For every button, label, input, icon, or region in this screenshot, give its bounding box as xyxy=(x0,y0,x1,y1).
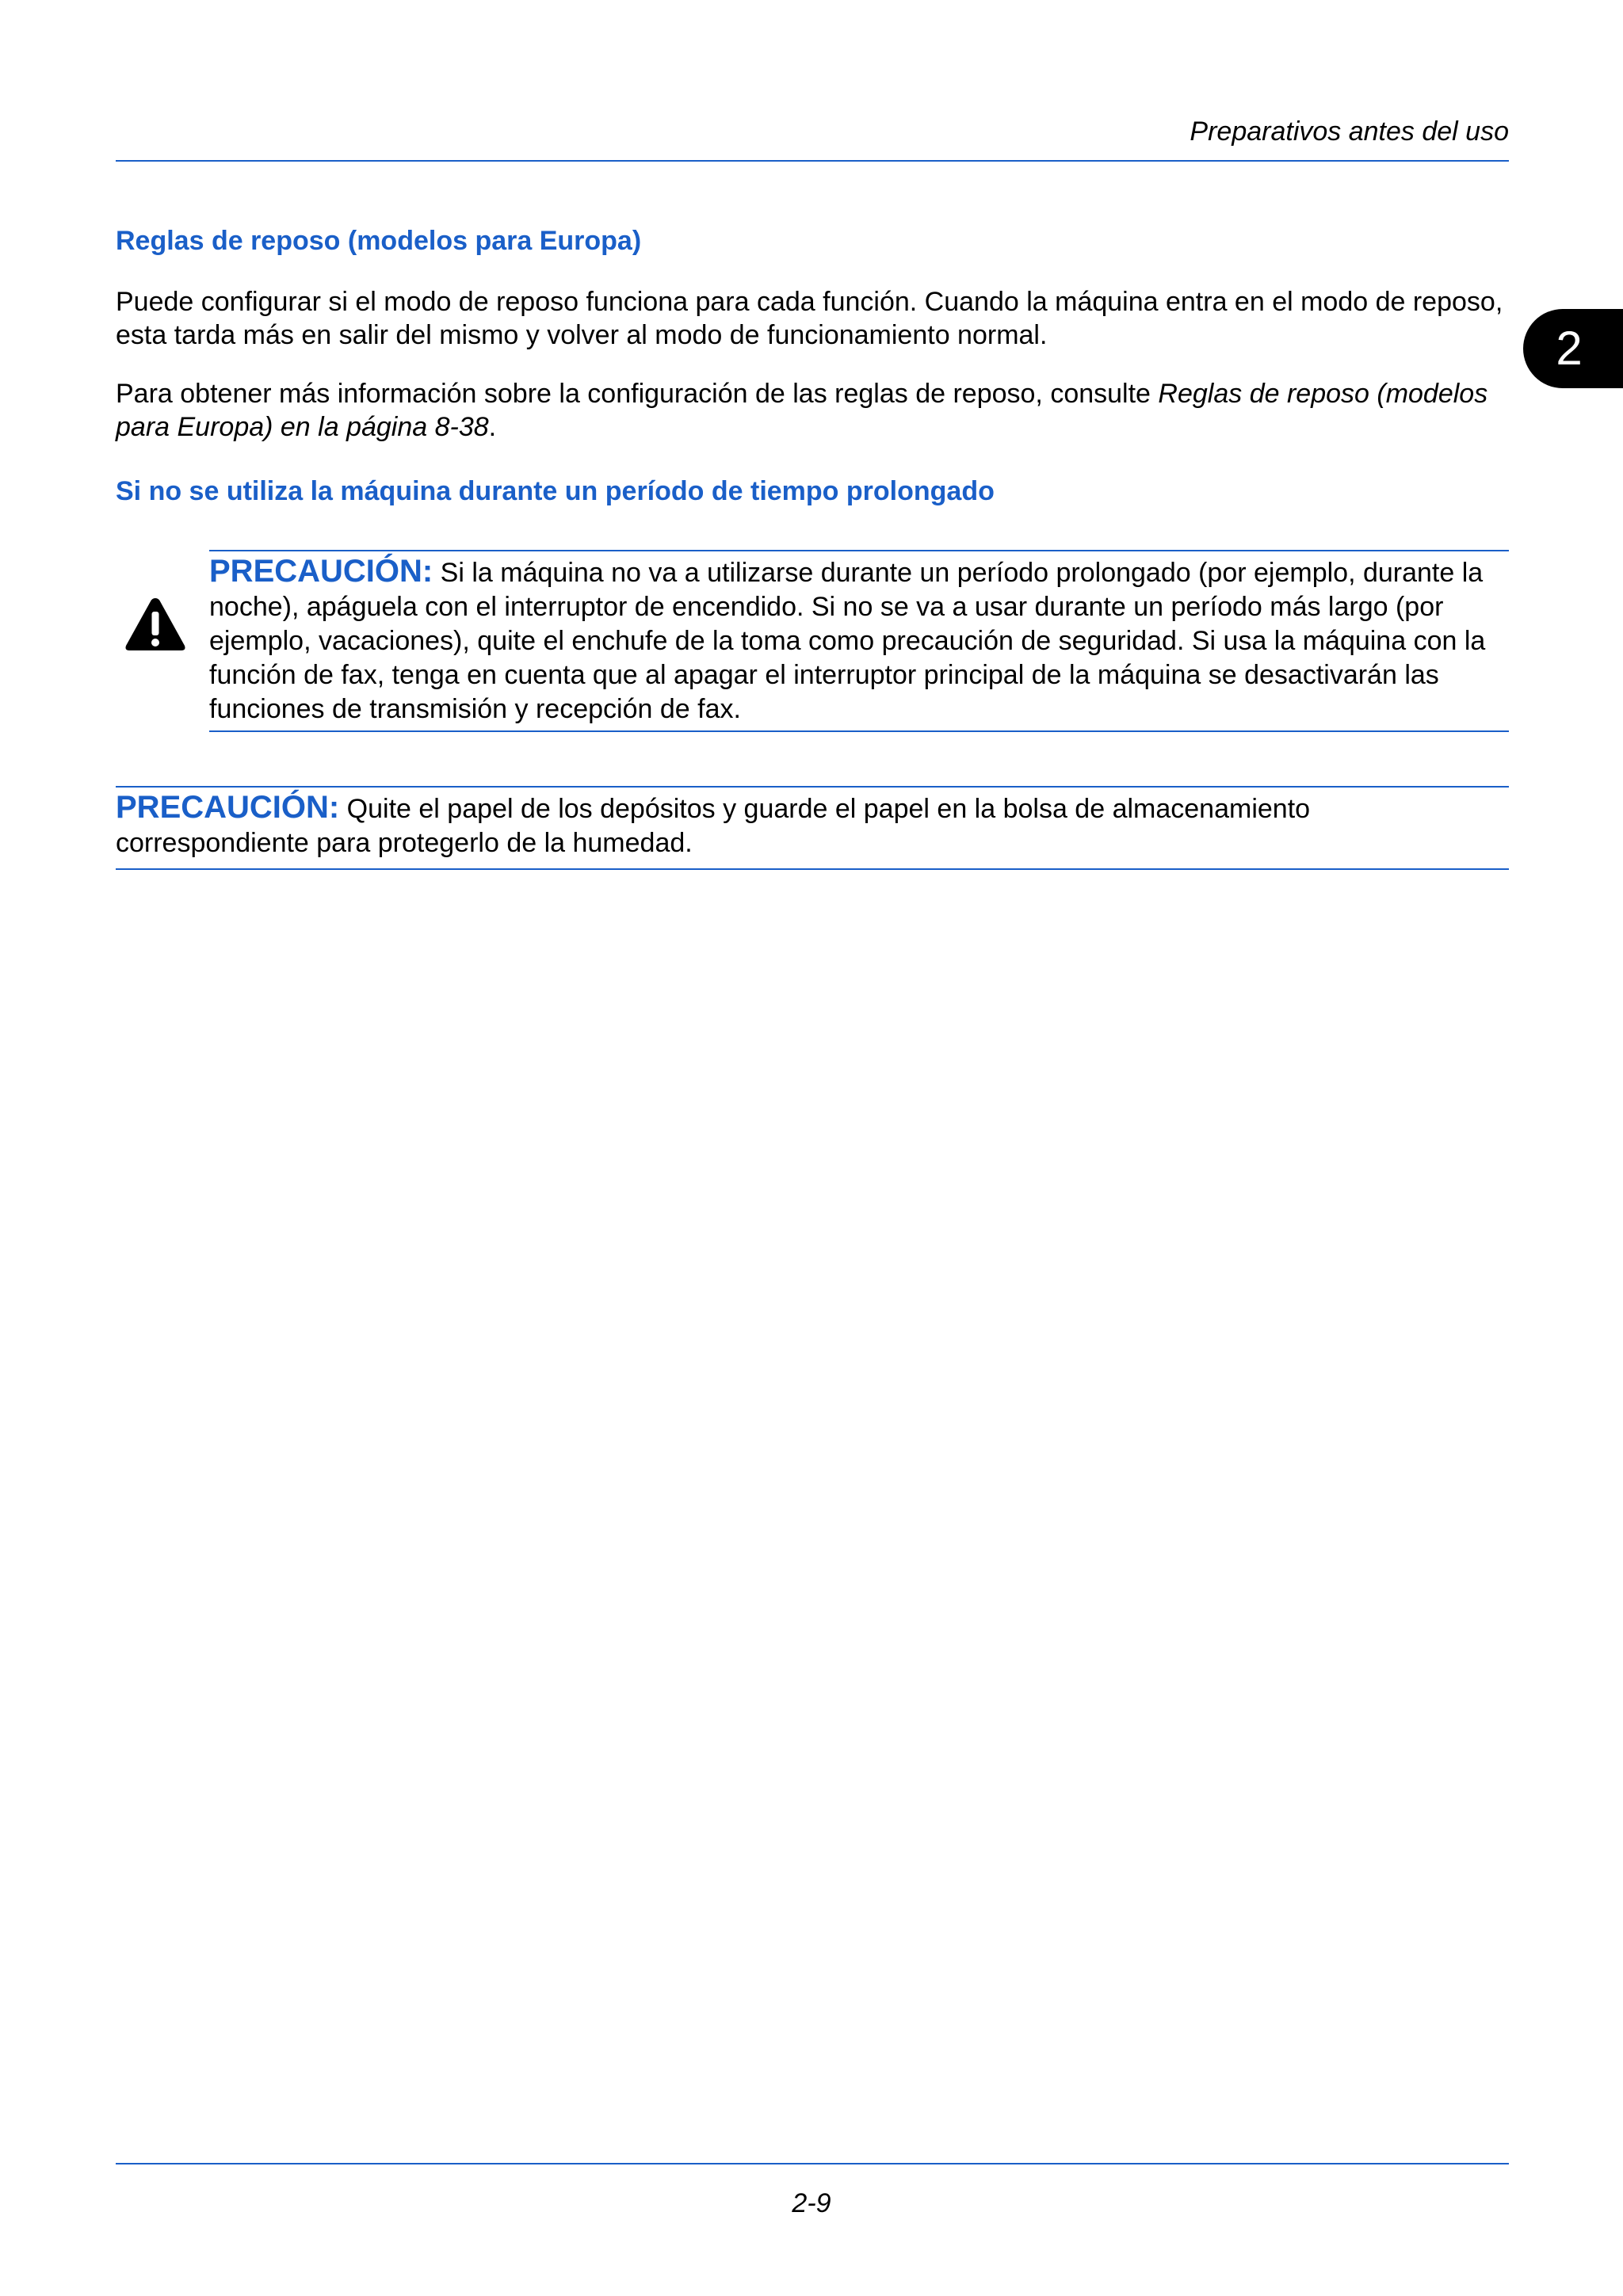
reference-lead-text: Para obtener más información sobre la configuración de las reglas de reposo, consulte xyxy=(116,379,1159,409)
footer-rule xyxy=(116,2163,1509,2164)
caution2-text xyxy=(116,791,1510,860)
chapter-number: 2 xyxy=(1556,322,1583,375)
caution2-top-rule xyxy=(116,786,1509,788)
caution1-body: Si la máquina no va a utilizarse durante un período prolongado (por ejemplo, durante la noche), apáguela con el interruptor de encendido. Si no se va a usar durante un período más largo (por ejemplo, vacaciones), quite el enchufe de la toma como precaución de seguridad. Si usa la máquina con la función de fax, tenga en cuenta que al apagar el interruptor principal de la máquina se desactivarán las funciones de transmisión y recepción de fax. xyxy=(209,558,1486,724)
running-header: Preparativos antes del uso xyxy=(1190,116,1509,147)
caution1-bottom-rule xyxy=(209,730,1509,732)
caution2-bottom-rule xyxy=(116,868,1509,870)
cross-reference-link[interactable]: Reglas de reposo (modelos para Europa) en la página 8-38 xyxy=(116,379,1488,442)
caution1-text xyxy=(209,555,1509,727)
caution2-label: PRECAUCIÓN: xyxy=(116,790,340,825)
sleep-rules-paragraph: Puede configurar si el modo de reposo funciona para cada función. Cuando la máquina entra en el modo de reposo, esta tarda más en salir del mismo y volver al modo de funcionamiento normal. xyxy=(116,287,1503,350)
section-heading-sleep-rules: Reglas de reposo (modelos para Europa) xyxy=(116,226,642,256)
caution2-body: Quite el papel de los depósitos y guarde el papel en la bolsa de almacenamiento correspondiente para protegerlo de la humedad. xyxy=(116,794,1311,858)
section-heading-long-idle: Si no se utiliza la máquina durante un período de tiempo prolongado xyxy=(116,476,995,506)
sleep-rules-reference-paragraph xyxy=(116,377,1510,444)
chapter-tab xyxy=(1523,309,1623,388)
header-rule xyxy=(116,160,1509,162)
caution1-top-rule xyxy=(209,550,1509,551)
warning-triangle-icon xyxy=(124,596,187,653)
page-number: 2-9 xyxy=(792,2188,831,2218)
reference-end-text: . xyxy=(488,412,497,442)
caution1-label: PRECAUCIÓN: xyxy=(209,554,433,589)
